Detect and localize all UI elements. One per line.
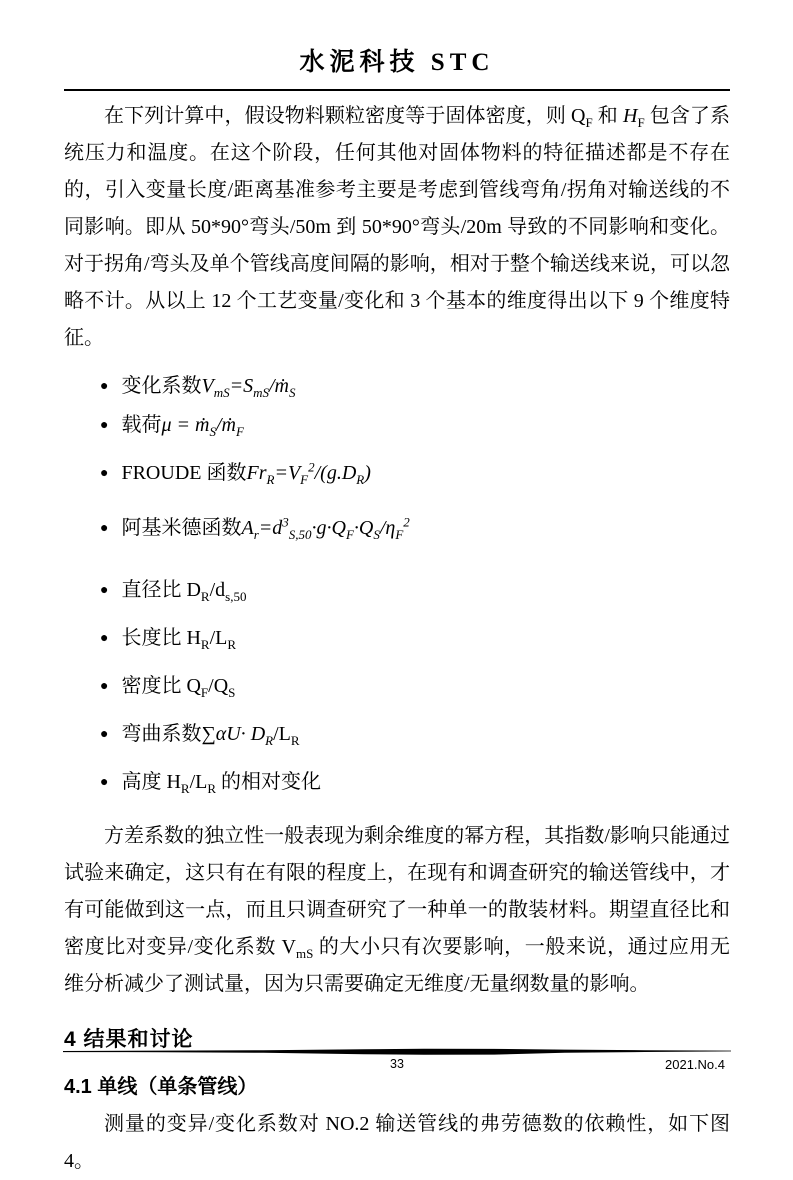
feature-list [64, 373, 730, 798]
bullet-icon: ● [100, 727, 109, 742]
footer-rule [63, 1048, 731, 1056]
bullet-icon: ● [100, 775, 109, 790]
feature-formula: 载荷μ = ṁ$_S$/ṁ$_F$ [121, 414, 244, 439]
feature-formula: FROUDE 函数$Fr_R=V_F^2/(g.D_R)$ [121, 459, 371, 487]
feature-item-bend-coefficient [100, 721, 730, 750]
feature-item-diameter-ratio [100, 577, 730, 606]
paragraph-discussion: 方差系数的独立性一般表现为剩余维度的幂方程，其指数/影响只能通过试验来确定，这只有在有限的程度上，在现有和调查研究的输送管线中，才有可能做到这一点，而且只调查研究了一种单一的散装材料。期望直径比和密度比对变异/变化系数 $V_{mS}$ 的大小只有次要影响，一般来说，通过应用无维分析减少了测试量，因为只需要确定无维度/无量纲数量的影响。 [64, 825, 731, 995]
page-footer [63, 1048, 731, 1071]
feature-formula: 阿基米德函数$A_r=d^3_{S,50}\cdot g\cdot Q_F\cdot Q_S/\eta_F^2$ [121, 514, 410, 542]
journal-title: 水泥科技 STC [299, 49, 495, 76]
bullet-icon: ● [100, 679, 109, 694]
feature-formula: 密度比 $Q_F/Q_S$ [121, 675, 236, 700]
bullet-icon: ● [100, 379, 109, 394]
bullet-icon: ● [100, 418, 109, 433]
footer-row [63, 1057, 731, 1071]
bullet-icon: ● [100, 583, 109, 598]
feature-formula: 弯曲系数$\sum\alpha U\cdot D_R/L_R$ [121, 723, 300, 748]
feature-item-height-relative-change [100, 769, 730, 798]
section-heading-results: 4 结果和讨论 [64, 1028, 194, 1051]
paragraph-results: 测量的变异/变化系数对 NO.2 输送管线的弗劳德数的依赖性，如下图 4。 [64, 1113, 730, 1172]
bullet-icon: ● [100, 466, 109, 481]
feature-formula: 长度比 $H_R/L_R$ [121, 627, 237, 652]
bullet-icon: ● [100, 521, 109, 536]
issue-number: 2021.No.4 [665, 1057, 725, 1072]
page-number: 33 [390, 1057, 404, 1071]
feature-formula: 变化系数$V_{mS}=S_{mS}/ṁ_S$ [121, 375, 296, 400]
feature-item-froude-function [100, 460, 730, 489]
feature-item-density-ratio [100, 673, 730, 702]
subsection-heading-single-line: 4.1 单线（单条管线） [64, 1076, 258, 1098]
feature-item-variation-coefficient [100, 373, 730, 402]
feature-item-length-ratio [100, 625, 730, 654]
feature-formula: 直径比 $D_R/d_{s,50}$ [121, 579, 247, 604]
feature-item-loading [100, 412, 730, 441]
feature-formula: 高度 $H_R/L_R$ 的相对变化 [121, 771, 322, 796]
paragraph-intro: 在下列计算中，假设物料颗粒密度等于固体密度，则 $Q_F$ 和 $H_F$ 包含了系统压力和温度。在这个阶段，任何其他对固体物料的特征描述都是不存在的，引入变量长度/距离基准参考主要是考虑到管线弯角/拐角对输送线的不同影响。即从 50*90°弯头/50m 到 50*90°弯头/20m 导致的不同影响和变化。对于拐角/弯头及单个管线高度间隔的影响，相对于整个输送线来说，可以忽略不计。从以上 12 个工艺变量/变化和 3 个基本的维度得出以下 9 个维度特征。 [64, 105, 731, 349]
header-rule [64, 89, 730, 91]
feature-item-archimedes-function [100, 515, 730, 544]
bullet-icon: ● [100, 631, 109, 646]
